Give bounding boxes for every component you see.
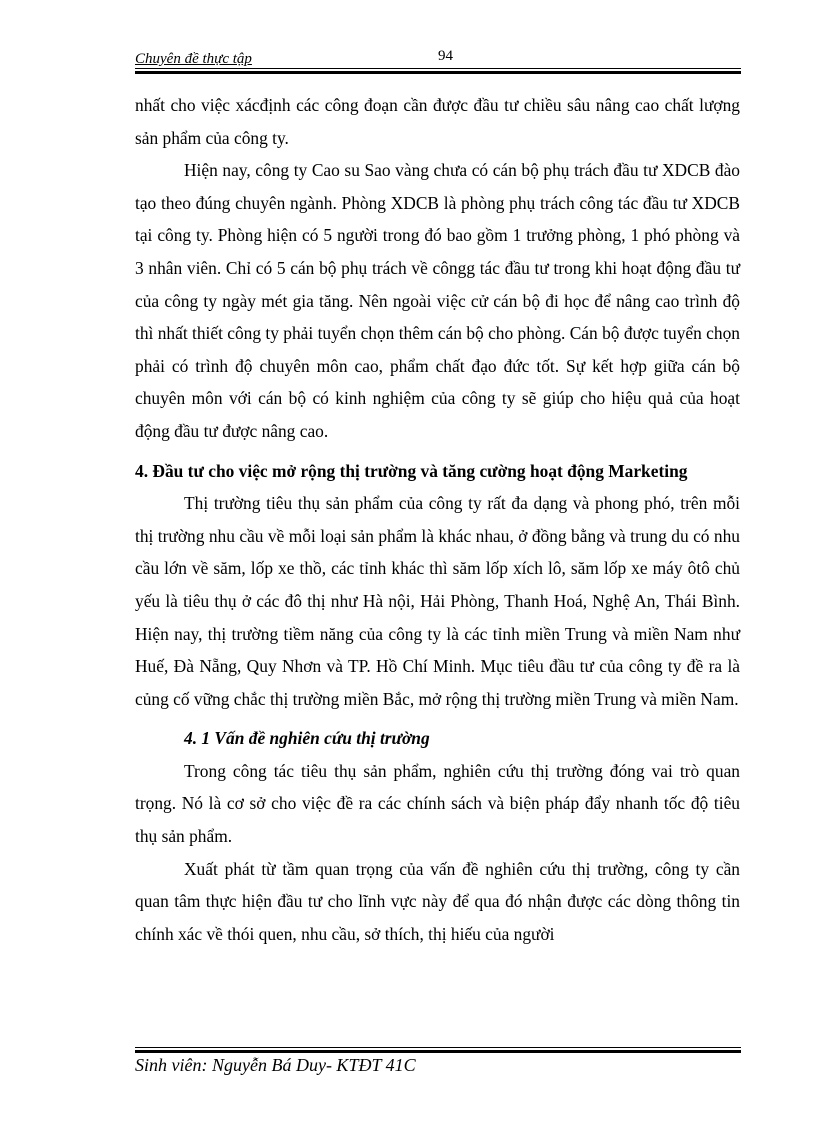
paragraph-importance: Xuất phát từ tầm quan trọng của vấn đề nghiên cứu thị trường, công ty cần quan tâm thực hiện đầu tư cho lĩnh vực này để qua đó nhận được các dòng thông tin chính xác về thói quen, nhu cầu, sở thích, thị hiếu của người: [135, 858, 740, 944]
subsection-heading-4-1: 4. 1 Vấn đề nghiên cứu thị trường: [184, 728, 430, 749]
footer-author: Sinh viên: Nguyễn Bá Duy- KTĐT 41C: [135, 1055, 416, 1075]
paragraph-continuation: nhất cho việc xácđịnh các công đoạn cần được đầu tư chiều sâu nâng cao chất lượng sản phẩm của công ty.: [135, 95, 740, 148]
paragraph-staffing: Hiện nay, công ty Cao su Sao vàng chưa có cán bộ phụ trách đầu tư XDCB đào tạo theo đúng chuyên ngành. Phòng XDCB là phòng phụ trách công tác đầu tư XDCB tại công ty. Phòng hiện có 5 người trong đó bao gồm 1 trưởng phòng, 1 phó phòng và 3 nhân viên. Chỉ có 5 cán bộ phụ trách về côngg tác đầu tư trong khi hoạt động đầu tư của công ty ngày mét gia tăng. Nên ngoài việc cử cán bộ đi học để nâng cao trình độ thì nhất thiết công ty phải tuyển chọn thêm cán bộ cho phòng. Cán bộ được tuyển chọn phải có trình độ chuyên môn cao, phẩm chất đạo đức tốt. Sự kết hợp giữa cán bộ chuyên môn với cán bộ có kinh nghiệm của công ty sẽ giúp cho hiệu quả của hoạt động đầu tư được nâng cao.: [135, 160, 740, 441]
paragraph-market: Thị trường tiêu thụ sản phẩm của công ty rất đa dạng và phong phó, trên mỗi thị trường nhu cầu về mỗi loại sản phẩm là khác nhau, ở đồng bằng và trung du có nhu cầu lớn về săm, lốp xe thồ, các tỉnh khác thì săm lốp xích lô, săm lốp xe máy ôtô chủ yếu là tiêu thụ ở các đô thị như Hà nội, Hải Phòng, Thanh Hoá, Nghệ An, Thái Bình. Hiện nay, thị trường tiềm năng của công ty là các tỉnh miền Trung và miền Nam như Huế, Đà Nẵng, Quy Nhơn và TP. Hồ Chí Minh. Mục tiêu đầu tư của công ty đề ra là củng cố vững chắc thị trường miền Bắc, mở rộng thị trường miền Trung và miền Nam.: [135, 493, 740, 709]
paragraph-research: Trong công tác tiêu thụ sản phẩm, nghiên cứu thị trường đóng vai trò quan trọng. Nó là cơ sở cho việc đề ra các chính sách và biện pháp đẩy nhanh tốc độ tiêu thụ sản phẩm.: [135, 760, 740, 847]
header-title: Chuyên đề thực tập: [135, 51, 252, 67]
section-heading-4: 4. Đầu tư cho việc mở rộng thị trường và tăng cường hoạt động Marketing: [135, 460, 688, 481]
footer-rule: [135, 1047, 741, 1053]
page-number: 94: [438, 48, 453, 64]
page-body: [135, 89, 740, 950]
header-rule: [135, 68, 741, 74]
page-header: [135, 46, 741, 70]
